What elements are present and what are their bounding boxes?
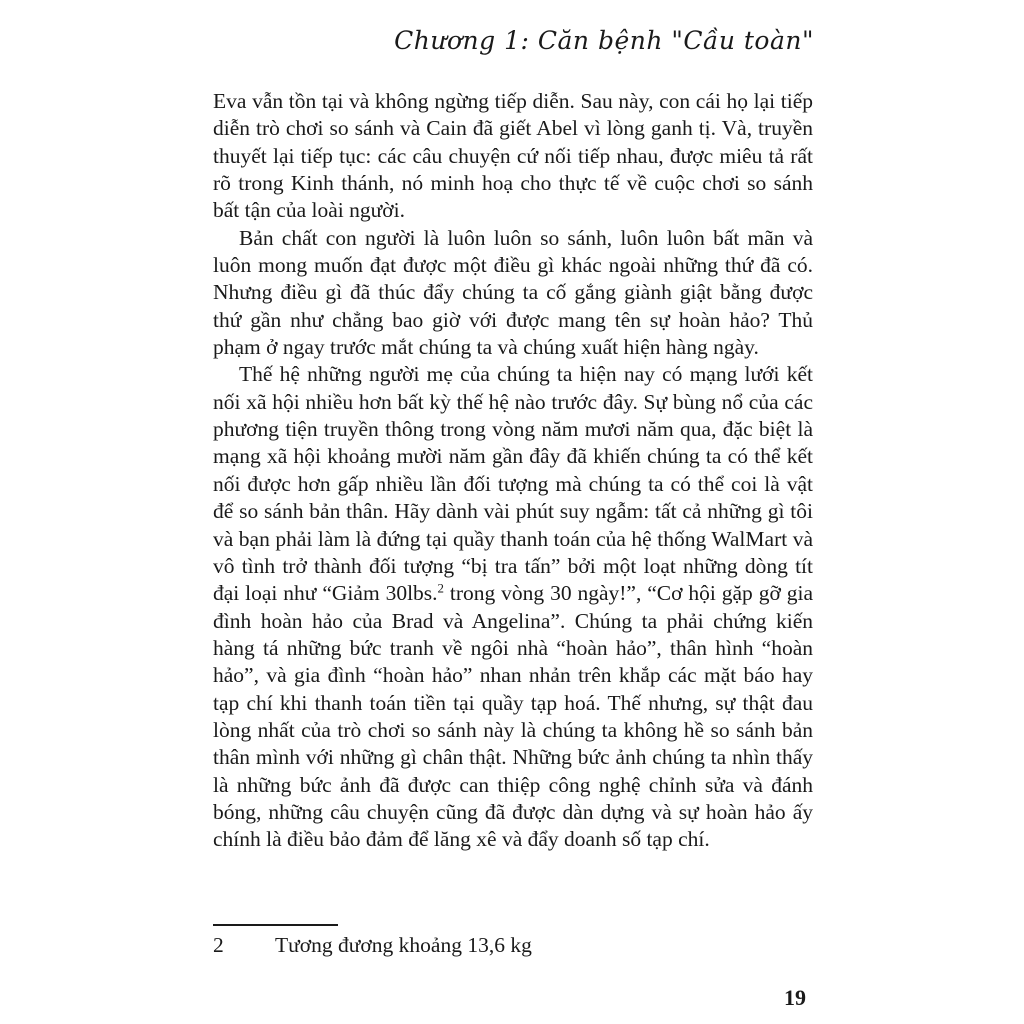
paragraph-3-part-2: trong vòng 30 ngày!”, “Cơ hội gặp gỡ gia đình hoàn hảo của Brad và Angelina”. Chúng ta phải chứng kiến hàng tá những bức tranh về ngôi nhà “hoàn hảo”, thân hình “hoàn hảo”, và gia đình “hoàn hảo” nhan nhản trên khắp các mặt báo hay tạp chí khi thanh toán tiền tại quầy tạp hoá. Thế nhưng, sự thật đau lòng nhất của trò chơi so sánh này là chúng ta không hề so sánh bản thân mình với những gì chân thật. Những bức ảnh chúng ta nhìn thấy là những bức ảnh đã được can thiệp công nghệ chỉnh sửa và đánh bóng, những câu chuyện cũng đã được dàn dựng và sự hoàn hảo ấy chính là điều bảo đảm để lăng xê và đẩy doanh số tạp chí. <box>213 581 813 852</box>
chapter-running-header: Chương 1: Căn bệnh "Cầu toàn" <box>394 26 814 55</box>
paragraph-3-part-1: Thế hệ những người mẹ của chúng ta hiện nay có mạng lưới kết nối xã hội nhiều hơn bất kỳ thế hệ nào trước đây. Sự bùng nổ của các phương tiện truyền thông trong vòng năm mươi năm qua, đặc biệt là mạng xã hội khoảng mười năm gần đây đã khiến chúng ta có thể kết nối được hơn gấp nhiều lần đối tượng mà chúng ta có thể coi là vật để so sánh bản thân. Hãy dành vài phút suy ngẫm: tất cả những gì tôi và bạn phải làm là đứng tại quầy thanh toán của hệ thống WalMart và vô tình trở thành đối tượng “bị tra tấn” bởi một loạt những dòng tít đại loại như “Giảm 30lbs. <box>213 362 813 606</box>
paragraph-2: Bản chất con người là luôn luôn so sánh, luôn luôn bất mãn và luôn mong muốn đạt được một điều gì khác ngoài những thứ đã có. Nhưng điều gì đã thúc đẩy chúng ta cố gắng giành giật bằng được thứ gần như chẳng bao giờ với được mang tên sự hoàn hảo? Thủ phạm ở ngay trước mắt chúng ta và chúng xuất hiện hàng ngày. <box>213 225 813 360</box>
page-number: 19 <box>784 985 806 1010</box>
body-text <box>213 88 813 854</box>
paragraph-3 <box>213 361 813 853</box>
paragraph-1: Eva vẫn tồn tại và không ngừng tiếp diễn. Sau này, con cái họ lại tiếp diễn trò chơi so sánh và Cain đã giết Abel vì lòng ganh tị. Và, truyền thuyết lại tiếp tục: các câu chuyện cứ nối tiếp nhau, được miêu tả rất rõ trong Kinh thánh, nó minh hoạ cho thực tế về cuộc chơi so sánh bất tận của loài người. <box>213 89 813 223</box>
footnote-number: 2 <box>213 933 224 957</box>
footnote-text: Tương đương khoảng 13,6 kg <box>275 933 532 957</box>
footnote-divider <box>213 924 338 926</box>
footnote-reference[interactable]: 2 <box>437 581 444 596</box>
footnote <box>213 932 532 959</box>
